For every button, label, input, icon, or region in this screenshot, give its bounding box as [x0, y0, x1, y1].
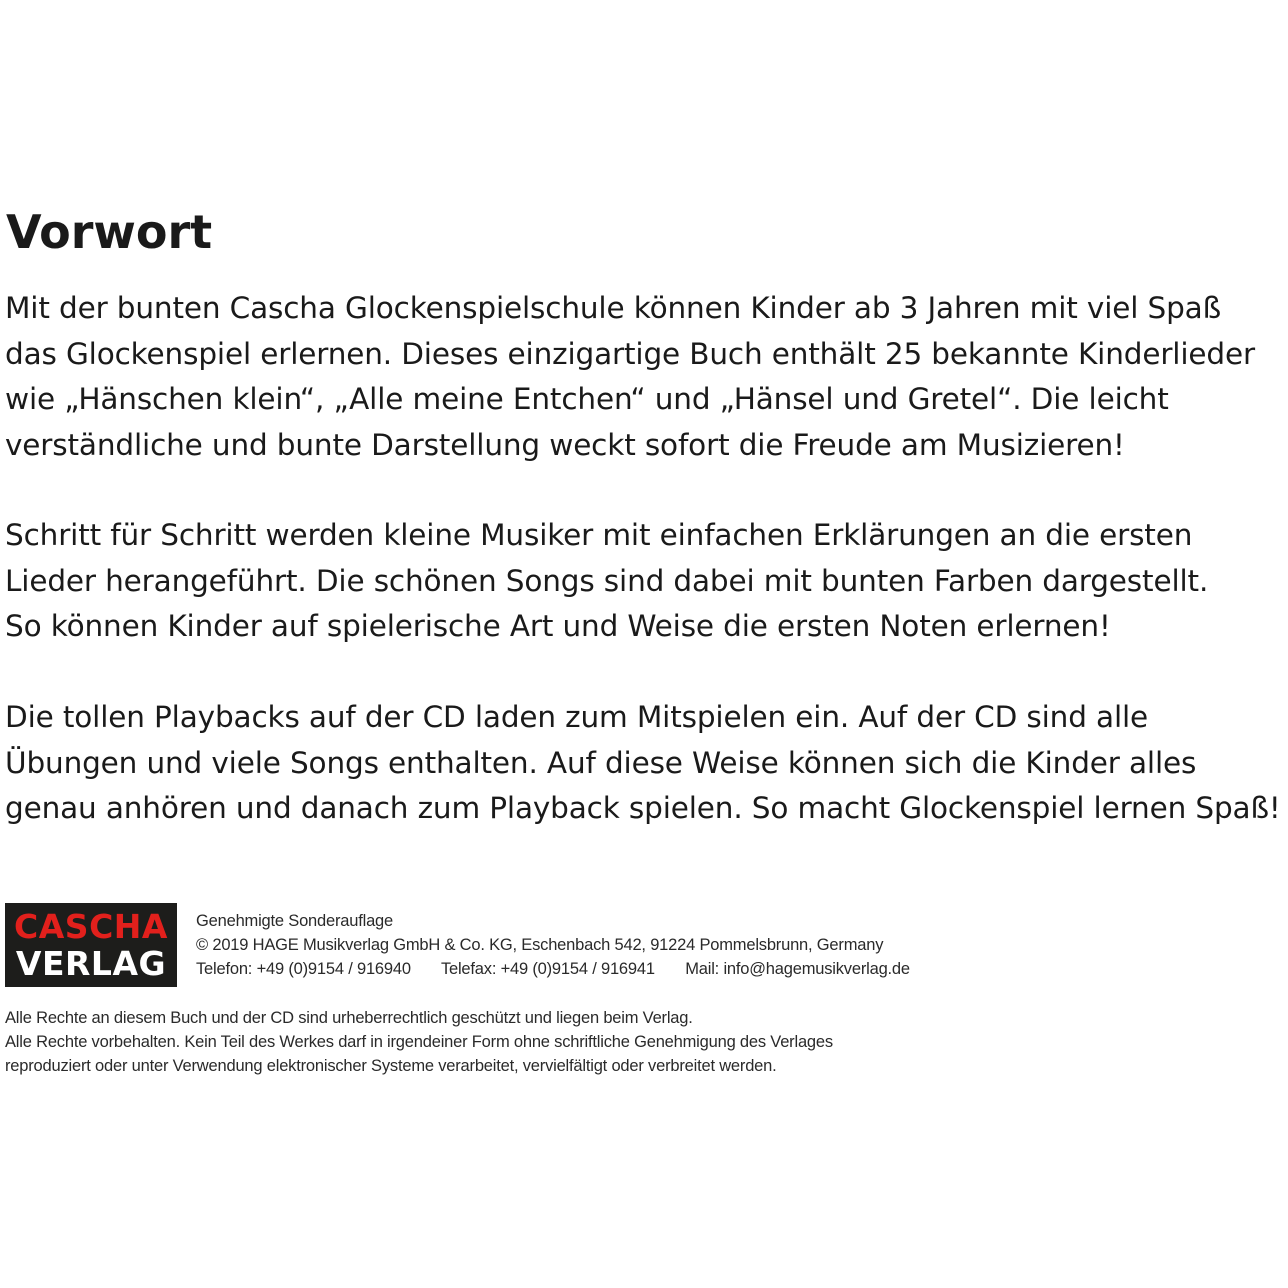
page-heading: Vorwort: [6, 205, 213, 259]
edition-note: Genehmigte Sonderauflage: [196, 912, 394, 930]
paragraph-playbacks: [5, 695, 1281, 832]
text-line: genau anhören und danach zum Playback spielen. So macht Glockenspiel lernen Spaß!: [5, 791, 1281, 825]
paragraph-intro: [5, 286, 1255, 468]
text-line: Schritt für Schritt werden kleine Musiker mit einfachen Erklärungen an die ersten: [5, 518, 1193, 552]
paragraph-steps: [5, 513, 1208, 650]
text-line: Lieder herangeführt. Die schönen Songs sind dabei mit bunten Farben dargestellt.: [5, 563, 1209, 598]
text-line: Die tollen Playbacks auf der CD laden zum Mitspielen ein. Auf der CD sind alle: [5, 700, 1149, 734]
cascha-verlag-logo: [5, 903, 177, 987]
rights-line: reproduziert oder unter Verwendung elektronischer Systeme verarbeitet, vervielfältigt oder verbreitet werden.: [5, 1057, 777, 1075]
text-line: wie „Hänschen klein“, „Alle meine Entchen“ und „Hänsel und Gretel“. Die leicht: [5, 382, 1169, 416]
copyright-line: © 2019 HAGE Musikverlag GmbH & Co. KG, Eschenbach 542, 91224 Pommelsbrunn, Germany: [196, 936, 884, 954]
text-line: verständliche und bunte Darstellung weckt sofort die Freude am Musizieren!: [5, 427, 1125, 462]
rights-line: Alle Rechte vorbehalten. Kein Teil des Werkes darf in irgendeiner Form ohne schriftliche Genehmigung des Verlages: [5, 1033, 833, 1051]
rights-line: Alle Rechte an diesem Buch und der CD sind urheberrechtlich geschützt und liegen beim Verlag.: [5, 1009, 693, 1027]
publisher-imprint: [196, 909, 910, 981]
text-line: das Glockenspiel erlernen. Dieses einzigartige Buch enthält 25 bekannte Kinderlieder: [5, 336, 1255, 371]
text-line: So können Kinder auf spielerische Art und Weise die ersten Noten erlernen!: [5, 609, 1111, 643]
text-line: Übungen und viele Songs enthalten. Auf diese Weise können sich die Kinder alles: [5, 745, 1197, 780]
text-line: Mit der bunten Cascha Glockenspielschule können Kinder ab 3 Jahren mit viel Spaß: [5, 291, 1222, 325]
fax-number: Telefax: +49 (0)9154 / 916941: [440, 960, 655, 978]
phone-number: Telefon: +49 (0)9154 / 916940: [196, 960, 411, 978]
email-address: Mail: info@hagemusikverlag.de: [685, 960, 910, 978]
logo-line-verlag: VERLAG: [15, 944, 167, 983]
rights-notice: [5, 1006, 833, 1078]
contact-line: [196, 957, 910, 981]
logo-line-cascha: CASCHA: [14, 907, 168, 946]
